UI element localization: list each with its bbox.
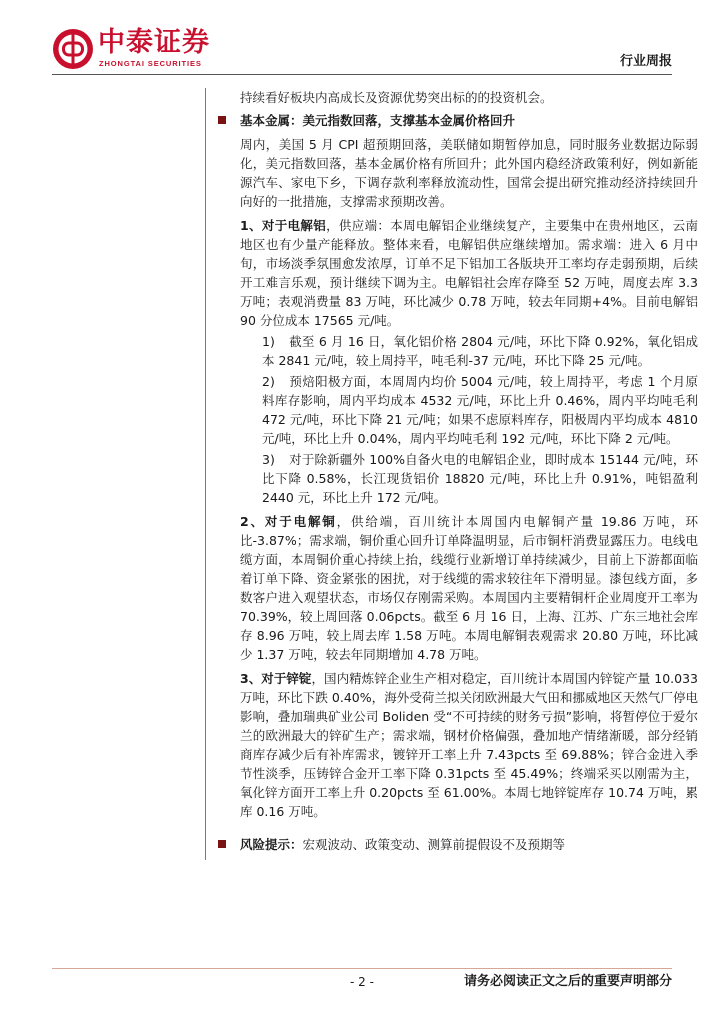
anode-subitem — [218, 372, 698, 448]
subitem-text: 对于除新疆外 100%自备火电的电解铝企业，即时成本 15144 元/吨，环比下降 0.58%，长江现货铝价 18820 元/吨，环比上升 0.91%，吨铝盈利 2440 元，环比上升 172 元/吨。 — [262, 452, 698, 505]
subitem-number: 2) — [262, 374, 275, 389]
page-number: - 2 - — [350, 975, 374, 989]
copper-paragraph — [218, 512, 698, 664]
section-title: 基本金属：美元指数回落，支撑基本金属价格回升 — [240, 113, 516, 128]
risk-label: 风险提示： — [240, 837, 303, 852]
aluminum-paragraph — [218, 216, 698, 330]
risk-text: 宏观波动、政策变动、测算前提假设不及预期等 — [302, 837, 566, 852]
cost-subitem — [218, 450, 698, 507]
header-divider — [52, 74, 672, 75]
brand-name: 中泰证券 — [98, 27, 210, 58]
report-type-label: 行业周报 — [619, 54, 672, 69]
footer-divider — [52, 968, 672, 969]
zinc-text: ，国内精炼锌企业生产相对稳定，百川统计本周国内锌锭产量 10.033 万吨，环比下跌 0.40%，海外受荷兰拟关闭欧洲最大气田和挪威地区天然气厂停电影响，叠加瑞典矿业公司 Boliden 受“不可持续的财务亏损”影响，将暂停位于爱尔兰的欧洲最大的锌矿生产；需求端，钢材价格偏强，叠加地产情绪渐暖，部分经销商库存减少后有补库需求，镀锌开工率上升 7.43pcts 至 69.88%；锌合金进入季节性淡季，压铸锌合金开工率下降 0.31pcts 至 45.49%；终端采买以刚需为主，氧化锌方面开工率上升 0.20pcts 至 61.00%。本周七地锌锭库存 10.74 万吨，累库 0.16 万吨。 — [240, 671, 698, 819]
report-body — [205, 88, 698, 860]
copper-text: ，供给端，百川统计本周国内电解铜产量 19.86 万吨，环比-3.87%；需求端，铜价重心回升订单降温明显，后市铜杆消费显露压力。电线电缆方面，本周铜价重心持续上抬，线缆行业新增订单持续减少，目前上下游都面临着订单下降、资金紧张的困扰，对于线缆的需求较往年下滑明显。漆包线方面，多数客户进入观望状态，市场仅存刚需采购。本周国内主要精铜杆企业周度开工率为 70.39%，较上周回落 0.06pcts。截至 6 月 16 日，上海、江苏、广东三地社会库存 8.96 万吨，较上周去库 1.58 万吨。本周电解铜表观需求 20.80 万吨，环比减少 1.37 万吨，较去年同期增加 4.78 万吨。 — [240, 514, 699, 662]
section-heading — [218, 111, 698, 130]
square-bullet-icon — [218, 111, 240, 130]
macro-paragraph: 周内，美国 5 月 CPI 超预期回落，美联储如期暂停加息，同时服务业数据边际弱化，美元指数回落，基本金属价格有所回升；此外国内稳经济政策利好，例如新能源汽车、家电下乡，下调存款利率释放流动性，国常会提出研究推动经济持续回升向好的一批措施，支撑需求预期改善。 — [240, 137, 698, 209]
zinc-paragraph — [218, 669, 698, 821]
aluminum-text: ，供应端：本周电解铝企业继续复产，主要集中在贵州地区，云南地区也有少量产能释放。整体来看，电解铝供应继续增加。需求端：进入 6 月中旬，市场淡季氛围愈发浓厚，订单不足下铝加工各版块开工率均存走弱预期，后续开工难言乐观，预计继续下调为主。电解铝社会库存降至 52 万吨，周度去库 3.3 万吨；表观消费量 83 万吨，环比减少 0.78 万吨，较去年同期+4%。目前电解铝 90 分位成本 17565 元/吨。 — [240, 218, 698, 328]
square-bullet-icon — [218, 835, 240, 854]
zhongtai-logo-icon — [52, 28, 94, 70]
disclaimer-text: 请务必阅读正文之后的重要声明部分 — [463, 974, 672, 989]
brand-english-name: ZHONGTAI SECURITIES — [99, 59, 202, 68]
subitem-number: 1) — [262, 334, 275, 349]
subitem-number: 3) — [262, 452, 275, 467]
alumina-subitem — [218, 332, 698, 370]
risk-warning — [218, 835, 698, 854]
intro-text: 持续看好板块内高成长及资源优势突出标的的投资机会。 — [240, 90, 553, 105]
aluminum-lead: 1、对于电解铝 — [240, 218, 327, 233]
zinc-lead: 3、对于锌锭 — [240, 671, 312, 686]
subitem-text: 截至 6 月 16 日，氧化铝价格 2804 元/吨，环比下降 0.92%，氧化铝成本 2841 元/吨，较上周持平，吨毛利-37 元/吨，环比下降 25 元/吨。 — [262, 334, 698, 368]
copper-lead: 2、对于电解铜 — [240, 514, 337, 529]
subitem-text: 预焙阳极方面，本周周内均价 5004 元/吨，较上周持平，考虑 1 个月原料库存影响，周内平均成本 4532 元/吨，环比上升 0.46%，周内平均吨毛利 472 元/吨，环比下降 21 元/吨；如果不虑原料库存，阳极周内平均成本 4810 元/吨，环比上升 0.04%，周内平均吨毛利 192 元/吨，环比下降 2 元/吨。 — [262, 374, 698, 446]
